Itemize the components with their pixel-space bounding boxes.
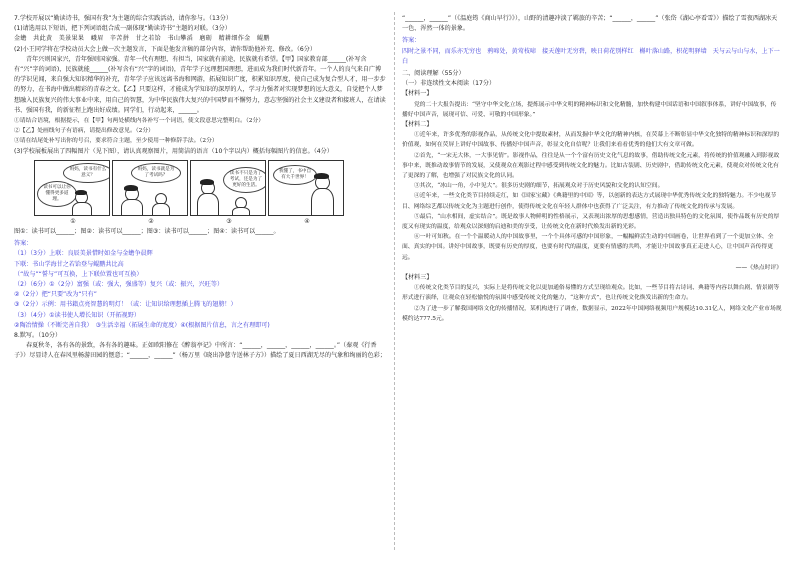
answer-label: 答案： (402, 37, 421, 45)
speech-bubble (37, 181, 77, 207)
body-shape (232, 207, 250, 216)
panel-number: ④ (304, 217, 310, 225)
body-shape (197, 193, 219, 216)
answer-1c: （“故与”“誓与”可互换，上下联位置也可互换） (14, 270, 143, 278)
panel-number: ③ (226, 217, 232, 225)
answer-1b: 下联：书山学海甘之若饴登与鲲鹏共比高 (14, 260, 124, 268)
answer-1: （1）（3分）上联：良辰美景惜时如金与金蟾争晨辉 (14, 250, 153, 258)
speech-bubble (223, 167, 266, 193)
comic-panel-2 (112, 160, 188, 216)
q8-continued: “______，______”（《温庭筠《商山早行》》），山野的清趣冲淡了羁旅的辛苦；“______，______”（张岱《湖心亭看雪》）描绘了雪夜西湖冰天一色、浑然一体的景象。 (402, 15, 778, 33)
column-divider (394, 12, 395, 550)
answer-2b: ②（2分）把“只要”改为“只有” (14, 291, 97, 299)
body-shape (72, 202, 92, 216)
left-column (14, 14, 386, 362)
answer-2: （2）（6分）①（2分）富强（或：强大，强盛等）复兴（或：振兴，兴旺等） (14, 281, 224, 289)
comic-panel-1 (34, 160, 110, 216)
speech-bubble (273, 165, 317, 185)
speech-bubble (131, 163, 181, 183)
material-2-para-5: ⑤最后，“山水相间，虚实结合”。既是故事人物鲜明的性格展示，又表现出浓厚的思想感情，营造出独具特色的文化氛围，使作品既有历史的厚度又有现实的温度，给观众以深刻的启迪和美的享受，让传统文化在新时代焕发出新的光彩。 (402, 213, 780, 231)
material-2-para-6: ⑥一叶可知秋。在一个个温暖动人的中国故事里，一个个具体可感的中国形象，一幅幅鲜活生动的中国画卷，让世界看到了一个更加立体、全面、真实的中国。讲好中国故事，既要有历史的厚度，也要有时代的温度，更要有情感的共鸣，才能让中国故事真正走进人心，让中国声音传得更远。 (402, 234, 774, 261)
hair-shape (124, 185, 138, 191)
hair-shape (75, 190, 87, 195)
bubble-text: 读书可以让你懂得更多道理。 (43, 184, 71, 202)
right-column (402, 14, 782, 324)
word-list: 金蟾 共此黄 美景果果 峨眉 辛苦拼 甘之若饴 书山攀滔 磨砺 精耕细作金 鲲鹏 (14, 35, 270, 43)
material-2-source: ——《热点时评》 (735, 264, 782, 271)
fill-in-line: 图①：读书可以______；图②：读书可以______；图③：读书可以______；图④：读书可以______。 (14, 228, 280, 236)
speech-bubble (63, 163, 110, 183)
panel-number: ① (70, 217, 76, 225)
material-1-text: 党的二十大报告提出：“坚守中华文化立场，提炼展示中华文明的精神标识和文化精髓，加快构建中国话语和中国叙事体系，讲好中国故事，传播好中国声音，展现可信、可爱、可敬的中国形象。” (402, 101, 777, 118)
hair-shape (200, 179, 214, 185)
section-2-title: 二、阅读理解（55分） (402, 70, 465, 78)
q7-part1: (1)请选用以下短语，把下列词语组合成一副体现“勤读诗书”主题的对联。（3分） (14, 25, 231, 33)
body-shape (121, 199, 143, 216)
material-1-label: 【材料一】 (402, 90, 433, 98)
answer-3: （3）（4分）①读书使人增长知识（开拓视野） (14, 311, 140, 319)
q7-part3: (3)学校展板展出了四幅图片（见下图），请认真观察图片，用简洁的语言（10个字以内）概括每幅图片的信息。（4分） (14, 147, 333, 155)
answer-8: 四时之景不同，而乐亦无穷也 鸦啼处，黄莺枝啼 接天莲叶无穷碧，映日荷花别样红 槲叶落山路，枳花明驿墙 天与云与山与水，上下一白 (402, 47, 780, 65)
comic-strip (34, 160, 386, 216)
bubble-text: 妈妈，读书就是为了考试吗？ (137, 166, 175, 178)
material-3-para-2: ②为了进一步了解我国网络文化的传播情况，某机构进行了调查，数据显示，2022年中国网络视频用户规模达10.31亿人，网络文化产业市场规模约达777.5元。 (402, 305, 782, 322)
comic-panel-3 (190, 160, 266, 216)
section-2-1-title: （一）非连续性文本阅读（17分） (402, 80, 496, 88)
answer-2c: ③（2分）示例：用书籍点亮智慧的明灯！（或：让知识给理想插上腾飞的翅膀！） (14, 301, 237, 309)
material-3-label: 【材料三】 (402, 274, 433, 282)
material-2-para-1: ①近年来，许多优秀的影视作品，从传统文化中提取素材，从而发掘中华文化的精神内核，在荧幕上不断彰显中华文化独特的精神标识和深厚的价值观，如何在荧屏上讲好中国故事、传播好中国声音，彰显文化自信呢？让我们来看看优秀的他们大有文章可做。 (402, 132, 780, 149)
body-shape (152, 203, 170, 216)
bubble-text: 读书不只是为了考试，还是为了更好的生活。 (229, 170, 263, 188)
q7-title: 7.学校开展以“勤读诗书，强国有我”为主题的综合实践活动，请你参与。（13分） (14, 15, 232, 22)
speech-paragraph: 青年兴则国家兴，青年强则国家强。青年一代有理想、有担当，国家就有前途，民族就有希望。【甲】国家教育部______(补写含有“兴”字的词语)，民族就能______(补写含有“兴”字的词语)，青年学子远理想国理想，进而成为我们时代新青年。一个人的良气来自广博的学识见闻，来自强大知识精华的补充，青年学子应该远离书海和网游，拓展知识广度，积累知识厚度，使自己成为复合型人才，用一步步的努力，在书海中做出精彩的青春之文。【乙】只要这样，才能成为学知识的深厚的人，学习力强者对实现梦想的远大意义，自觉把个人梦想融入民族复兴的伟大事业中来，用自己的智慧，为中华民族伟大复兴的中国梦而不懈努力，意志坚强的社会主义建设者和接班人，在请读书、强国有我，的新征程上跑出好成绩。同学们，行动起来，______。 (14, 55, 386, 114)
material-2-para-3: ③其次，“冰山一角，小中见大”。很多历史剧的细节，拓展观众对于历史风貌和文化的认知空间。 (414, 183, 664, 190)
sub-question-1: ①请结合语境，根据提示，在【甲】句两处横线内各补写一个词语，使文段意思完整明白。（2分） (14, 118, 265, 125)
material-2-para-4: ④近年来，一些文化类节目持续走红，如《国家宝藏》《典籍里的中国》等，以创新的表达方式展现中华优秀传统文化的独特魅力。不少电视节目、网络综艺都以传统文化为主题进行创作，使得传统文化在年轻人群体中也获得了广泛关注，有力推动了传统文化的传承与发展。 (402, 193, 777, 210)
material-2-para-2: ②首先，“一宋无大体，一大事见情”。影视作品，往往是从一个个富有历史文化气息的故事，借助传统文化元素，将传统的价值观融入到影视故事中来，既推动故事情节的发展，又使观众在观影过程中感受到传统文化的魅力。比如古装剧、历史剧中，借助传统文化元素，使观众对传统文化有了更深的了解，也增强了对民族文化的认同。 (402, 152, 780, 180)
panel-numbers (34, 217, 386, 227)
q7-part2: (2)小王同学将在学校动员大会上做一次主题发言，下面是他发言稿的部分内容，请你帮助他补充、修改。（6分） (14, 45, 316, 53)
comic-panel-4 (268, 160, 344, 216)
answer-label: 答案： (14, 240, 33, 248)
bubble-text: 我懂了，书中自有大千世界！ (278, 168, 312, 180)
answer-3b: ②陶冶情操（不断完善自我） ③生活幸福（拓展生命的宽度）④(根据图片信息，言之有理即可) (14, 321, 270, 329)
q8-title: 8.默写。（10分） (14, 332, 62, 340)
material-2-label: 【材料二】 (402, 121, 433, 129)
sub-question-3: ③请在结尾处补写出你的号召，要求符合主题，至少使用一种修辞手法。（2分） (14, 138, 218, 145)
sub-question-2: ②【乙】处画线句子有语病，请提出修改意见。（2分） (14, 128, 154, 135)
material-3-para-1: ①传统文化类节目的复兴，实际上是将传统文化以更加通俗易懂的方式呈现给观众。比如，一些节目将古诗词、典籍等内容以舞台剧、情景剧等形式进行演绎，让观众在轻松愉悦的氛围中感受传统文化的魅力，“这种方式”，也让传统文化焕发出新的生命力。 (402, 285, 780, 302)
panel-number: ② (148, 217, 154, 225)
bubble-text: 妈妈，读书有什么意义？ (69, 166, 107, 178)
hair-shape (314, 173, 329, 179)
q8-text: 春夏秋冬，各有各的景致，各有各的趣味。正如欧阳修在《醉翁亭记》中所言：“______，______，______，______。”（秦观《行香子》）尽显诗人在春风里畅游田园的惬意；“______，______”（杨万里《晓出净慈寺送林子方》）描绘了夏日西湖无尽的气象和绚丽的色彩； (14, 342, 386, 360)
body-shape (311, 188, 334, 216)
